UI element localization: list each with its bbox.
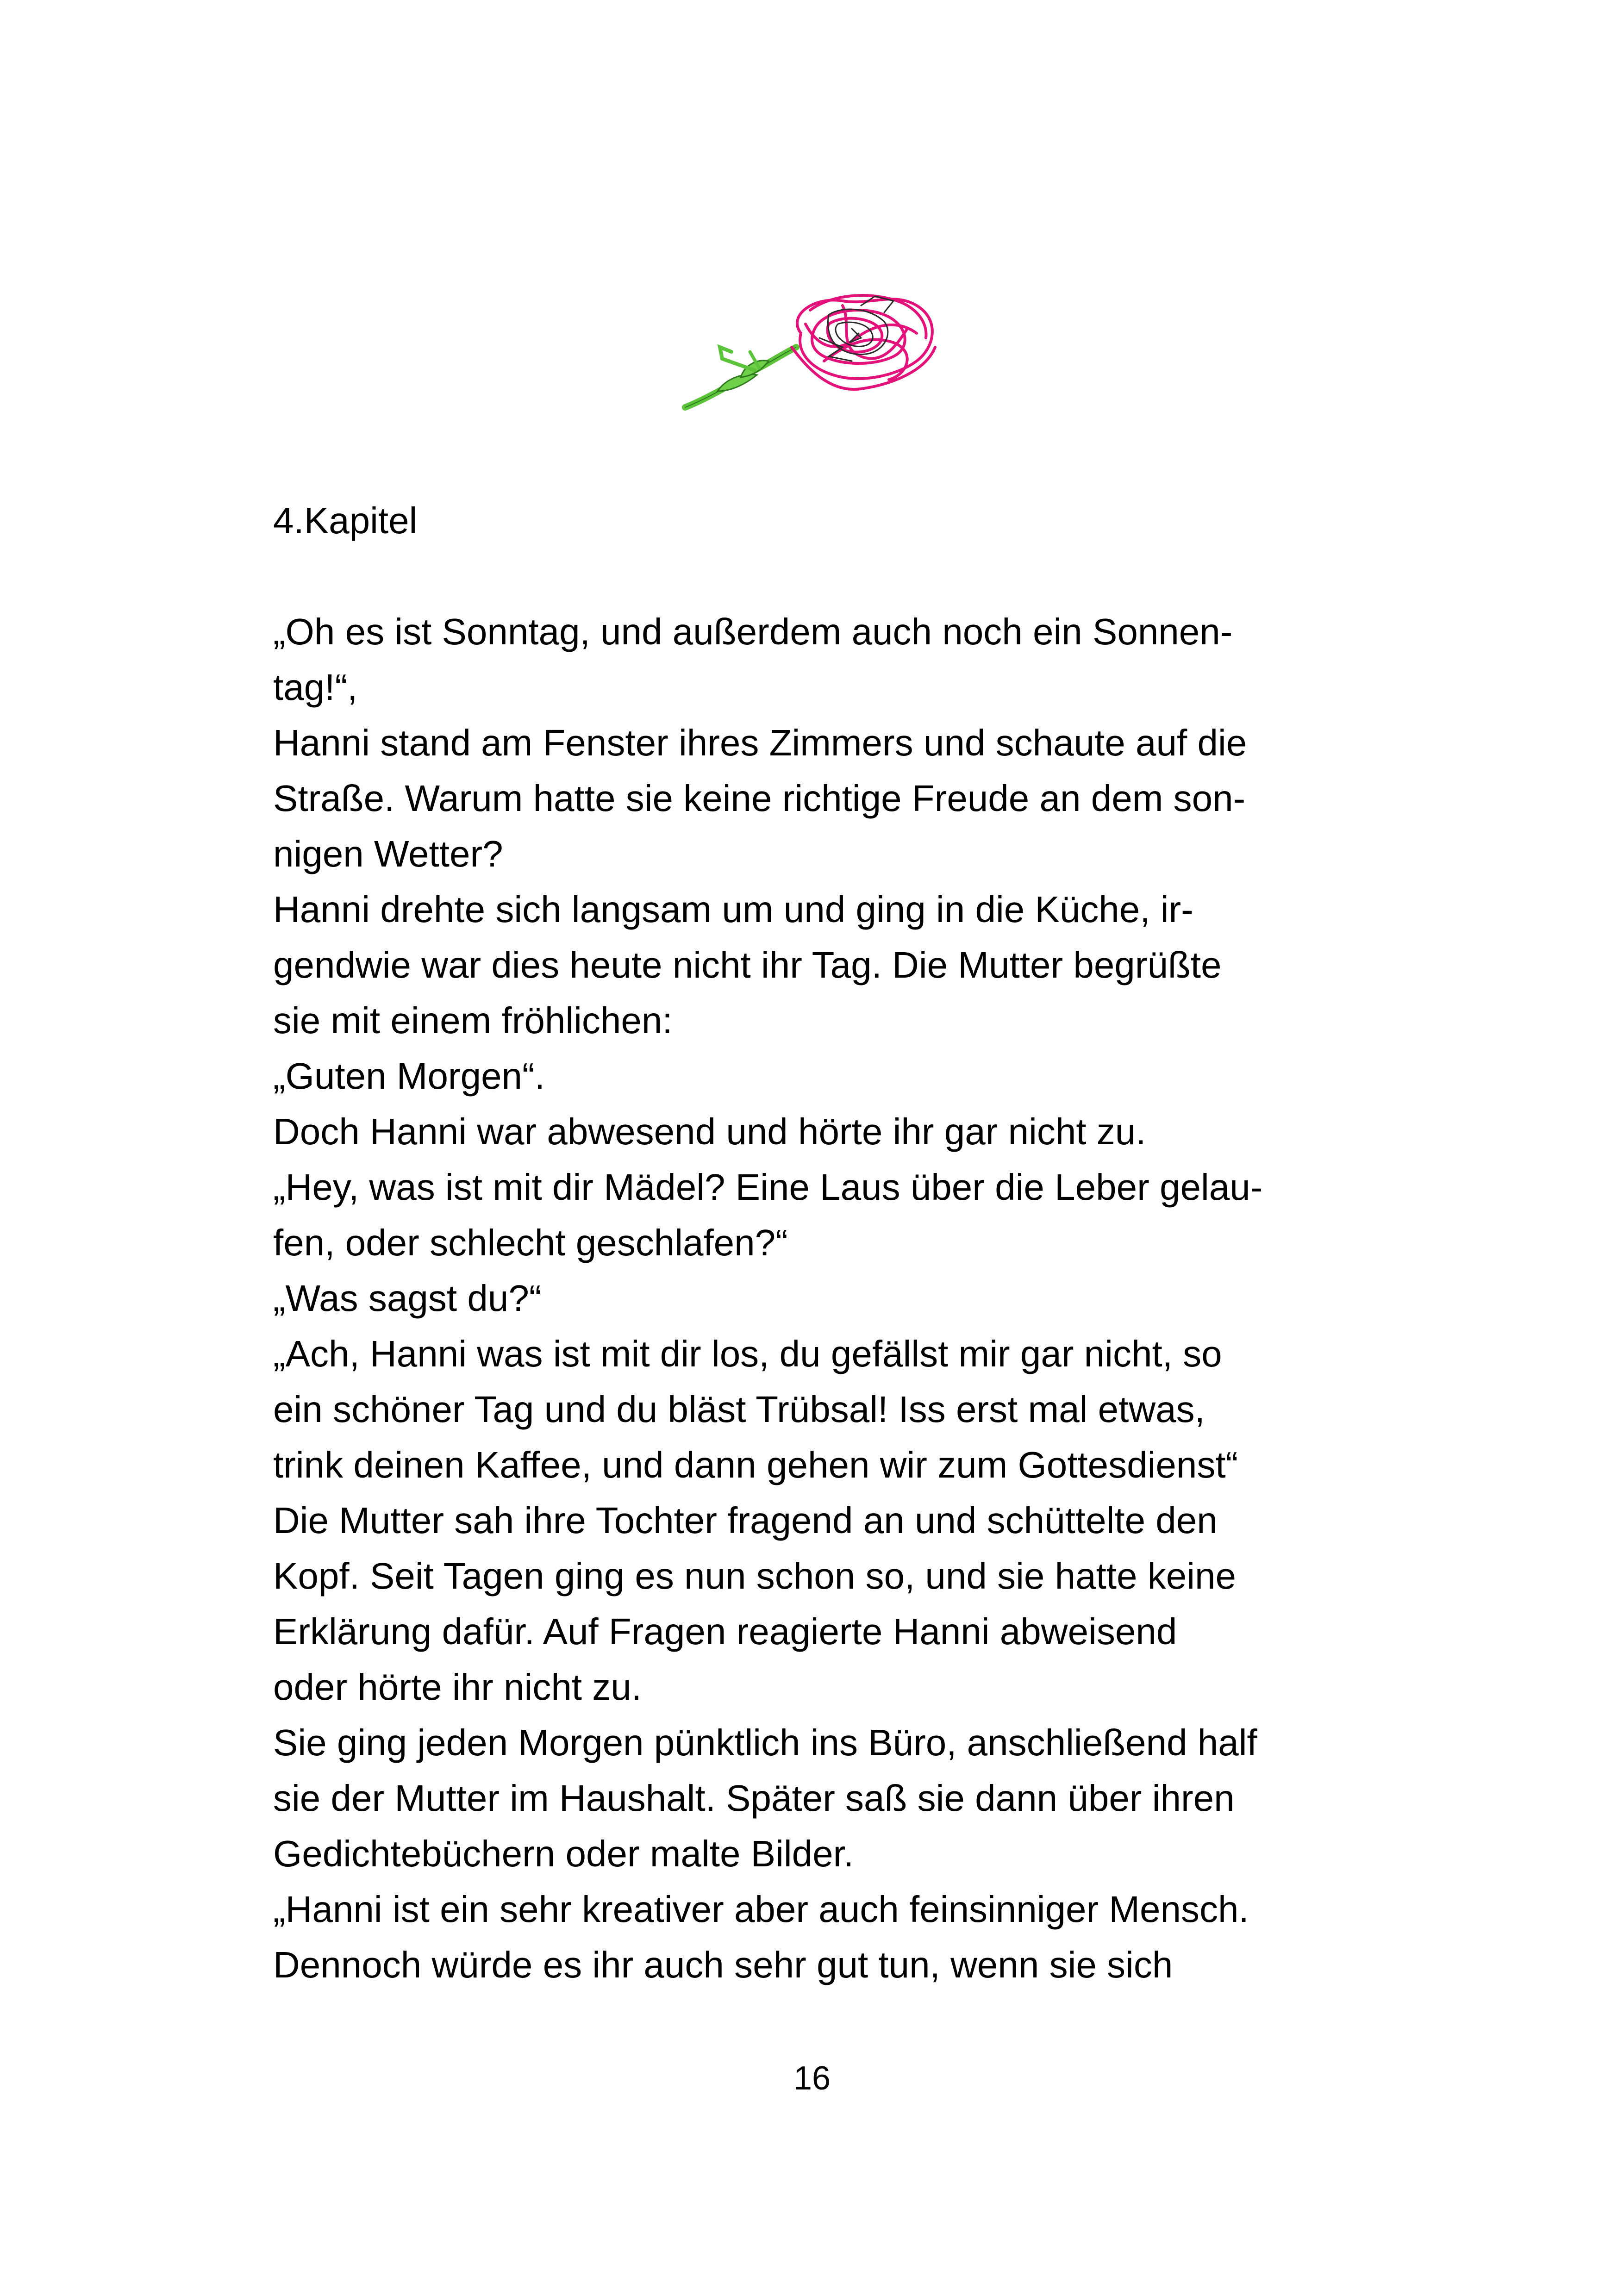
text-line: Straße. Warum hatte sie keine richtige Freude an dem son- (273, 778, 1246, 819)
chapter-title: 4.Kapitel (273, 500, 418, 541)
text-line: gendwie war dies heute nicht ihr Tag. Die Mutter begrüßte (273, 944, 1222, 985)
text-line: nigen Wetter? (273, 833, 503, 874)
text-line: Hanni stand am Fenster ihres Zimmers und schaute auf die (273, 722, 1247, 763)
rose-icon (676, 278, 954, 417)
text-line: tag!“, (273, 667, 358, 708)
page-number: 16 (793, 2060, 831, 2097)
text-line: „Hanni ist ein sehr kreativer aber auch feinsinniger Mensch. (273, 1889, 1249, 1930)
text-line: Hanni drehte sich langsam um und ging in die Küche, ir- (273, 889, 1193, 930)
text-line: „Oh es ist Sonntag, und außerdem auch noch ein Sonnen- (273, 611, 1233, 652)
body-text (273, 604, 1403, 1993)
text-line: Erklärung dafür. Auf Fragen reagierte Hanni abweisend (273, 1611, 1177, 1652)
text-line: sie der Mutter im Haushalt. Später saß sie dann über ihren (273, 1777, 1235, 1819)
text-line: Kopf. Seit Tagen ging es nun schon so, und sie hatte keine (273, 1555, 1236, 1597)
text-line: oder hörte ihr nicht zu. (273, 1666, 642, 1708)
text-line: „Hey, was ist mit dir Mädel? Eine Laus über die Leber gelau- (273, 1166, 1263, 1208)
text-line: Sie ging jeden Morgen pünktlich ins Büro, anschließend half (273, 1722, 1257, 1763)
text-line: „Was sagst du?“ (273, 1278, 542, 1319)
text-line: „Ach, Hanni was ist mit dir los, du gefällst mir gar nicht, so (273, 1333, 1222, 1374)
text-line: Dennoch würde es ihr auch sehr gut tun, wenn sie sich (273, 1944, 1173, 1985)
text-line: Die Mutter sah ihre Tochter fragend an und schüttelte den (273, 1500, 1218, 1541)
text-line: ein schöner Tag und du bläst Trübsal! Iss erst mal etwas, (273, 1389, 1205, 1430)
text-line: Gedichtebüchern oder malte Bilder. (273, 1833, 854, 1874)
text-line: sie mit einem fröhlichen: (273, 1000, 673, 1041)
text-line: fen, oder schlecht geschlafen?“ (273, 1222, 788, 1263)
text-line: trink deinen Kaffee, und dann gehen wir zum Gottesdienst“ (273, 1444, 1238, 1485)
text-line: „Guten Morgen“. (273, 1055, 545, 1097)
text-line: Doch Hanni war abwesend und hörte ihr gar nicht zu. (273, 1111, 1146, 1152)
